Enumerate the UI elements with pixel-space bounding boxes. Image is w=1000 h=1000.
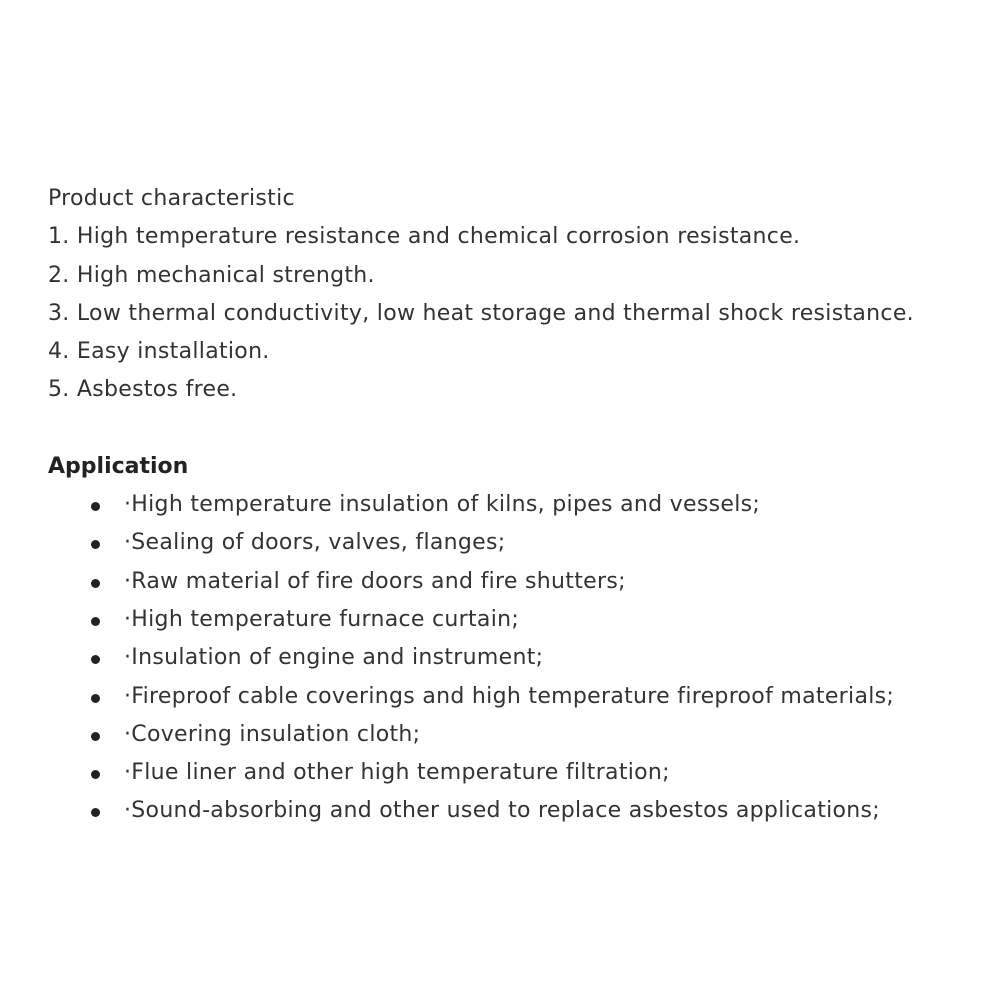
application-item-text: ·Fireproof cable coverings and high temperature fireproof materials; (124, 683, 895, 709)
application-item-text: ·High temperature furnace curtain; (124, 606, 520, 632)
bullet-icon (91, 579, 100, 588)
application-item-text: ·Insulation of engine and instrument; (124, 645, 544, 671)
application-item-text: ·Sealing of doors, valves, flanges; (124, 530, 506, 556)
bullet-icon (91, 655, 100, 664)
application-list (48, 486, 988, 831)
characteristic-item: 1. High temperature resistance and chemical corrosion resistance. (48, 224, 801, 250)
application-heading: Application (48, 453, 189, 479)
application-item-text: ·Sound-absorbing and other used to replace asbestos applications; (124, 798, 881, 824)
application-item (48, 639, 988, 677)
characteristic-item: 5. Asbestos free. (48, 377, 238, 403)
bullet-icon (91, 617, 100, 626)
characteristics-title: Product characteristic (48, 186, 295, 211)
application-item (48, 486, 988, 524)
application-item (48, 601, 988, 639)
application-item (48, 754, 988, 792)
characteristic-item: 3. Low thermal conductivity, low heat storage and thermal shock resistance. (48, 300, 914, 326)
bullet-icon (91, 808, 100, 817)
application-item (48, 524, 988, 562)
bullet-icon (91, 770, 100, 779)
application-item-text: ·High temperature insulation of kilns, pipes and vessels; (124, 492, 761, 518)
application-item (48, 716, 988, 754)
characteristic-item: 2. High mechanical strength. (48, 262, 375, 288)
document-body (48, 180, 988, 831)
bullet-icon (91, 694, 100, 703)
application-item (48, 792, 988, 830)
application-item (48, 678, 988, 716)
characteristic-item: 4. Easy installation. (48, 339, 270, 365)
application-item (48, 563, 988, 601)
bullet-icon (91, 502, 100, 511)
application-item-text: ·Covering insulation cloth; (124, 721, 421, 747)
section-spacer (48, 410, 988, 448)
application-item-text: ·Raw material of fire doors and fire shutters; (124, 568, 626, 594)
application-item-text: ·Flue liner and other high temperature filtration; (124, 760, 670, 786)
bullet-icon (91, 540, 100, 549)
bullet-icon (91, 732, 100, 741)
